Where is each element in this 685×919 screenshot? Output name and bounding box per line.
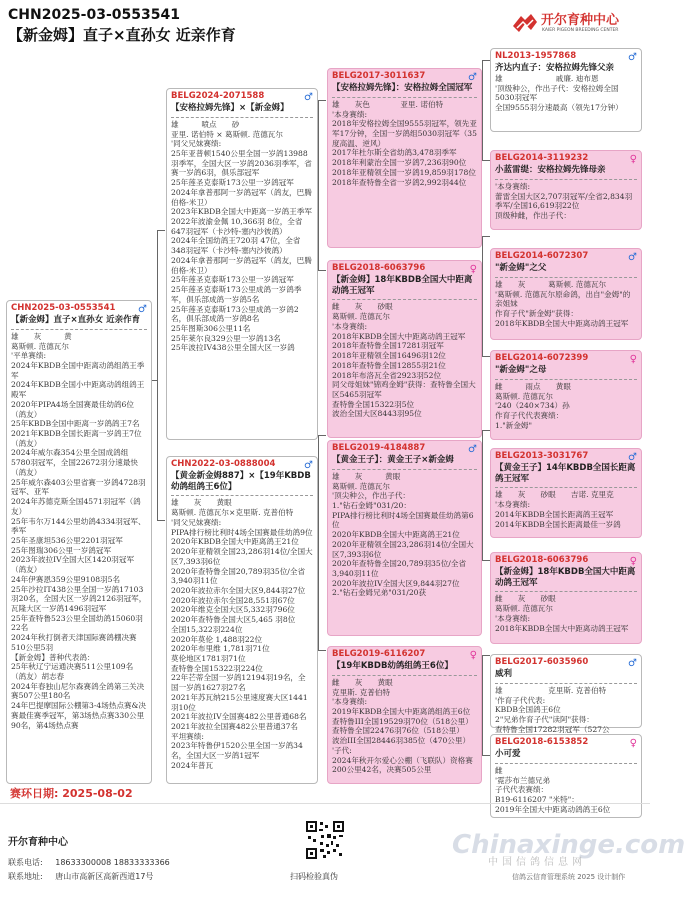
connector-line [482,60,490,61]
female-icon: ♀ [629,556,637,567]
male-icon: ♂ [628,658,637,669]
ring-date-value: 2025-08-02 [62,787,133,800]
card-body: 雌 雨点 黄眼 葛斯顿. 范德瓦尔 '240（240×734）孙 作育子代代表赛绩： 1."新金姆" [495,381,571,430]
address-value: 唐山市高新区高新西道17号 [55,872,154,881]
male-icon: ♂ [138,304,147,315]
connector-line [157,230,165,231]
card-title: 小蓝雷缇：安格拉姆先锋母亲 [495,165,606,176]
female-icon: ♀ [629,154,637,165]
card-title: 【新金姆】直子×直孙女 近亲作育 [11,315,141,326]
connector-line [318,270,326,271]
footer-divider [0,803,650,804]
card-body: 雄 灰 黄眼 葛斯顿. 范德瓦尔 '顶尖种公，作出子代： 1."钻石金姆"031/20： PIPA排行榜比利时4场全国赛最佳幼鸽第6位 2020年KBDB全国大中距离鸽王21位 2020年亚精领全国23,286羽14位/全国大区7,393羽6位 2020年查特鲁全国20,789羽35位/全省3,940羽11位 2020年波拉IV全国大区9,844羽27位 2."钻石金姆兄弟"031/20获 [332,471,474,598]
card-id: BELG2017-3011637 [332,71,426,81]
ancestor-card [490,734,642,818]
ring-date-label: 赛环日期: [10,787,59,800]
connector-line [482,655,483,755]
connector-line [157,520,165,521]
card-id: BELG2019-6116207 [332,649,426,659]
phone-value: 18633300008 18833333366 [55,858,170,867]
brand-logo [511,12,641,38]
connector-line [318,100,326,101]
ring-date [10,787,133,802]
connector-line [318,435,326,436]
phone-label: 联系电话: [8,858,43,867]
watermark-cn: 中国信鸽信息网 [488,857,586,868]
card-id: BELG2024-2071588 [171,91,265,101]
card-id: BELG2018-6153852 [495,737,589,747]
female-icon: ♀ [629,738,637,749]
card-id: BELG2019-4184887 [332,443,426,453]
connector-line [318,100,319,270]
connector-line [482,430,483,560]
connector-line [157,230,158,520]
card-title: 【19年KBDB幼鸽组鸽王6位】 [332,661,453,672]
card-title: "新金姆"之父 [495,263,547,274]
card-body: 雄 克里斯. 克普伯特 '作育子代代表: KBDB全国鸽王6位 2"兄弟作育子代"读阿"获得： 查特鲁全国17282羽冠军（527公 [495,685,610,734]
card-body: 雄 灰 葛斯顿. 范德瓦尔 '葛斯顿. 范德瓦尔原命鸽，出自"金姆"的亲姐妹 作育子代"新金姆"获得： 2018年KBDB全国大中距离动鸽王冠军 [495,279,631,328]
male-icon: ♂ [628,252,637,263]
card-body: 雌 灰 砂眼 葛斯顿. 范德瓦尔 '本身赛绩: 2018年KBDB全国大中距离动鸽王冠军 2018年查特鲁全国17281羽冠军 2018年亚精领全国16496羽12位 2018年查特鲁全国12855羽21位 2018年布洛瓦全省2923羽52位 同父母姐妹"锦鸡金姆"获得：查特鲁全国大区5465羽冠军 查特鲁全国15322羽5位 波治全国大区8443羽95位 [332,302,476,419]
watermark-site: Chinaxinge.com [452,830,685,860]
connector-line [318,650,326,651]
card-title: 【安格拉姆先锋】：安格拉姆全国冠军 [332,83,473,94]
ancestor-card [490,150,642,230]
card-title: 小可爱 [495,749,521,760]
female-icon: ♀ [469,650,477,661]
card-body: 雄 灰 黄 葛斯顿. 范德瓦尔 '平单赛绩: 2024年KBDB全国中距离动鸽组鸽王季军 2024年KBDB全国小中距离动鸽组鸽王殿军 2020年PIPA4场全国赛最佳幼鸽6位（鸽友） 25年KBDB全国中距离一岁鸽鸽王7名 2021年KBDB全国长距离一岁鸽王7位（鸽友） 2024年威尔森354公里全国成鸽组5780羽冠军，全国22672羽分速最快（鸽友） 25年威尔森403公里省赛一岁鸽4728羽冠军、亚军 2024年苏德克斯全国4571羽冠军（鸽友） 25年韦尔万144公里幼鸽4334羽冠军、季军 25年圣康坦536公里2201羽冠军 25年图瑞306公里一岁鸽冠军 2023年波拉IV全国大区1420羽冠军（鸽友） 24年伊赛恩359公里9108羽5名 25年沙拉IT438公里全国一岁鸽17103羽20名，全国大区一岁鸽2126羽冠军，瓦隆大区一岁鸽1496羽冠军 25年查特鲁523公里全国幼鸽15060羽22名 2024年秋打倒者天津国际赛鸽棚决赛510公里5羽 【新金姆】普种代表鸽： 25年秋辽宁运通决赛511公里109名（鸽友）胡志春 2024年春独山尼尔森赛鸽全鸽第三关决赛507公里180名 24年巴提摩国际公棚第3-4场热点赛&决赛最佳赛季冠军，第3场热点赛330公里90名，第4场热点赛 [11,331,147,730]
female-icon: ♀ [629,354,637,365]
card-body: '本身赛绩: 蕾雷全国大区2,707羽冠军/全省2,834羽季军/全国16,619羽22位 顶级种雌，作出子代： [495,181,633,220]
card-body: 雄 灰 砂眼 吉诺. 克里克 '本身赛绩: 2014年KBDB全国长距离鸽王冠军 2014年KBDB全国长距离最佳一岁鸽 [495,490,621,529]
connector-line [482,356,490,357]
ancestor-card [490,552,642,644]
male-icon: ♂ [628,452,637,463]
subject-card [6,300,152,784]
qr-code-icon[interactable] [305,820,345,860]
connector-line [482,236,483,356]
card-title: "新金姆"之母 [495,365,547,376]
card-id: BELG2013-3031767 [495,451,589,461]
address-label: 联系地址: [8,872,43,881]
card-id: BELG2018-6063796 [495,555,589,565]
card-id: BELG2014-6072307 [495,251,589,261]
male-icon: ♂ [304,460,313,471]
card-id: BELG2017-6035960 [495,657,589,667]
card-body: 雌 灰 砂眼 葛斯顿. 范德瓦尔 '本身赛绩: 2018年KBDB全国大中距离动鸽王冠军 [495,594,629,633]
ancestor-card [490,448,642,538]
connector-line [318,435,319,650]
ancestor-card [490,248,642,340]
card-id: NL2013-1957868 [495,51,577,61]
card-title: 【安格拉姆先锋】×【新金姆】 [171,103,289,114]
card-body: 雌 '霓莎布兰德兄弟 子代代表赛绩： B19-6116207 "米特"： 2019年全国大中距离动鸽鸽王6位 [495,765,611,814]
male-icon: ♂ [468,72,477,83]
pedigree-title: 【新金姆】直子×直孙女 近亲作育 [8,26,236,44]
card-id: BELG2018-6063796 [332,263,426,273]
card-title: 【黄金王子】14年KBDB全国长距离鸽王冠军 [495,463,636,484]
connector-line [482,60,483,160]
ancestor-card [490,48,642,132]
connector-line [152,380,158,381]
card-body: 雄 灰色 亚里. 诺伯特 '本身赛绩: 2018年安格拉姆全国9555羽冠军，领先亚军17分钟，全国一岁鸽组5030羽冠军（35度高温、逆风） 2017年杜尔斯全省幼鸽3,478羽季军 2018年利蒙治全国一岁鸽7,236羽90位 2018年亚精领全国一岁鸽19,859羽178位 2018年查特鲁全省一岁鸽2,992羽44位 [332,99,477,187]
card-body: 雄 戚廉. 迪布恩 '顶级种公，作出子代：安格拉姆全国5030羽冠军 全国9555羽分速最高（领先17分钟） [495,73,623,112]
grandparent-card [327,646,482,784]
dam-card [166,456,318,784]
card-body: 雄 灰 黄眼 葛斯顿. 范德瓦尔×克里斯. 克普伯特 '同父兄妹赛绩: PIPA排行榜比利时4场全国赛最佳幼鸽9位 2020年KBDB全国大中距离鸽王21位 2020年亚精领全国23,286羽14位/全国大区7,393羽6位 2020年查特鲁全国20,789羽35位/全省3,940羽11位 2020年波拉赤尔全国大区9,844羽27位 2020年波拉赤尔全国28,551羽67位 2020年维克全国大区5,332羽796位 2020年查特鲁全国大区5,465 羽8位 全国15,322羽224位 2020年莫伦 1,488羽22位 2020年布里维 1,781羽71位 莫伦地区1781羽71位 查特鲁全国15322羽224位 22年芒蒂全国一岁鸽12194羽19名，全国一岁鸽1627羽27名 2021年苏瓦纳215公里速度赛大区1441羽10位 2021年波拉IV全国赛482公里普通68名 2021年波拉全国赛482公里普通37名 平坦赛绩: 2023年特鲁伊1520公里全国一岁鸽34名，全国大区一岁鸽1冠军 2024年普瓦 [171,498,313,770]
card-title: 【新金姆】18年KBDB全国大中距离动鸽王冠军 [332,275,473,296]
card-title: 【新金姆】18年KBDB全国大中距离动鸽王冠军 [495,567,636,588]
ancestor-card [490,350,642,440]
grandparent-card [327,260,482,438]
footer-phone [8,858,170,869]
male-icon: ♂ [468,444,477,455]
card-id: CHN2022-03-0888004 [171,459,276,469]
qr-caption: 扫码检验真伪 [290,872,338,881]
footer-address [8,872,153,883]
kaier-logo-icon [511,12,539,34]
male-icon: ♂ [628,52,637,63]
sire-card [166,88,318,440]
connector-line [482,160,490,161]
system-credit: 信鸽云信育管理系统 2025 设计制作 [512,873,626,881]
card-id: CHN2025-03-0553541 [11,303,116,313]
grandparent-card [327,68,482,248]
card-title: 【黄金新金姆887】×【19年KBDB幼鸽组鸽王6位】 [171,471,311,492]
card-title: 【黄金王子】：黄金王子×新金姆 [332,455,454,466]
brand-name-en: KAIER PIGEON BREEDING CENTER [542,28,619,33]
connector-line [482,236,490,237]
brand-name: 开尔育种中心 [541,13,620,28]
connector-line [482,755,490,756]
card-body: 雌 灰 黄眼 克里斯. 克普伯特 '本身赛绩: 2019年KBDB全国大中距离鸽组鸽王6位 查特鲁III全国19529羽70位（518公里） 查特鲁全国22476羽76位（518公里） 波治III全国28446羽385位（470公里） '子代: 2024年秋开尔爱心公棚（飞联队）资格赛200公里42名，决赛505公里 [332,677,473,775]
connector-line [482,560,490,561]
connector-line [482,655,490,656]
ancestor-card [490,654,642,734]
pedigree-id: CHN2025-03-0553541 [8,7,180,23]
card-body: 雄 喷点 砂 亚里. 诺伯特 × 葛斯顿. 范德瓦尔 '同父兄妹赛绩: 25年亚普顿1540公里全国一岁鸽13988羽季军，全国大区一岁鸽2036羽季军，省赛一岁鸽6羽，俱乐部冠军 25年莲圣克泰斯173公里一岁鸽冠军 2024年拿普那阿一岁鸽冠军（鸽友，巴腾伯格-米卫） 2023年KBDB全国大中距离一岁鸽王季军 2022年波渝金佩 10,366羽 8位，全省647羽冠军（卡沙特-塞内沙彼鸽） 2024年全国幼鸽王720羽 47位，全省348羽冠军（卡沙特-塞内沙彼鸽） 2024年拿普那阿一岁鸽冠军（鸽友，巴腾伯格-米卫） 25年莲圣克泰斯173公里一岁鸽冠军 25年莲圣克泰斯173公里成鸽一岁鸽季军，俱乐部成鸽一岁鸽5名 25年莲圣克泰斯173公里成鸽一岁鸽2名，俱乐部成鸽一岁鸽8名 25年图斯306公里11名 25年莱尔良329公里一岁鸽13名 25年波拉IV438公里全国大区一岁鸽 [171,119,312,353]
card-title: 齐达内直子：安格拉姆先锋父亲 [495,63,615,74]
card-id: BELG2014-3119232 [495,153,589,163]
male-icon: ♂ [304,92,313,103]
female-icon: ♀ [469,264,477,275]
connector-line [482,430,490,431]
footer-company: 开尔育种中心 [8,837,68,848]
grandparent-card [327,440,482,636]
card-title: 威利 [495,669,513,680]
card-id: BELG2014-6072399 [495,353,589,363]
